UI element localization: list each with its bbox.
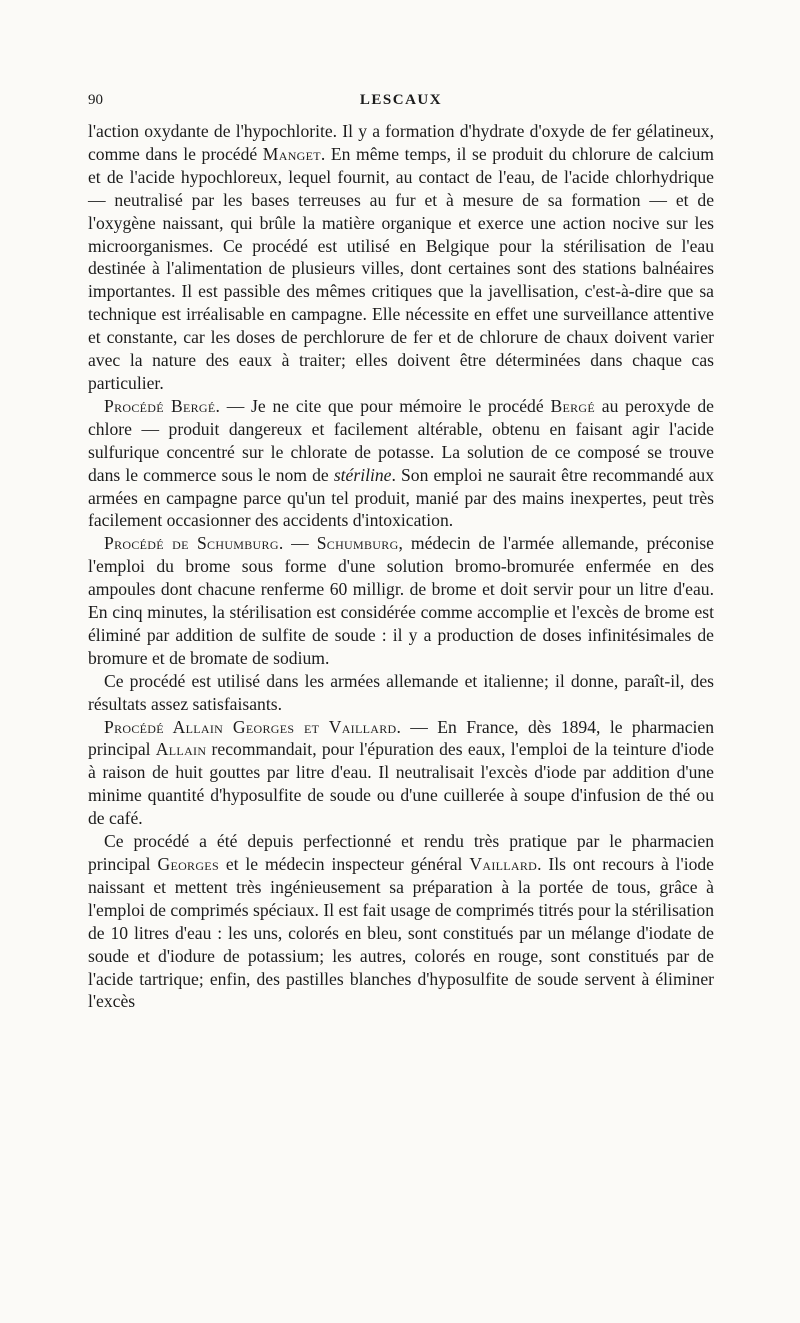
page-body (88, 120, 714, 1013)
proper-name: Manget (262, 143, 321, 164)
proper-name: Schumburg (316, 533, 399, 554)
running-title: LESCAUX (359, 92, 443, 108)
text-run: et le médecin inspecteur général (218, 854, 470, 874)
paragraph-schumburg-usage (88, 670, 714, 716)
text-run: Ce procédé est utilisé dans les armées allemande et italienne; il donne, paraît-il, des résultats assez satisfaisants. (88, 670, 714, 714)
proper-name: Vaillard (469, 854, 538, 874)
paragraph-procede-berge (88, 395, 714, 532)
text-run: . — (278, 533, 317, 554)
paragraph-procede-schumburg (88, 532, 714, 669)
proper-name: Georges (157, 854, 219, 874)
text-run: . En même temps, il se produit du chlorure de calcium et de l'acide hypochloreux, lequel fournit, au contact de l'eau, de l'acide chlorhydrique — neutralisé par les bases terreuses au fur et à mesure de sa formation — et de l'oxygène naissant, qui brûle la matière organique et exerce une action nocive sur les microorganismes. Ce procédé est utilisé en Belgique pour la stérilisation de l'eau destinée à l'alimentation de plusieurs villes, dont certaines sont des stations balnéaires importantes. Il est passible des mêmes critiques que la javellisation, c'est-à-dire que sa technique est irréalisable en campagne. Elle nécessite en effet une surveillance attentive et constante, car les doses de perchlorure de fer et de chlorure de chaux doivent varier avec la nature des eaux à traiter; elles doivent être déterminées dans chaque cas particulier. (88, 143, 714, 393)
text-run: , médecin de l'armée allemande, préconise l'emploi du brome sous forme d'une solution bromo-bromurée enfermée en des ampoules dont chacune renferme 60 milligr. de brome et doit servir pour un litre d'eau. En cinq minutes, la stérilisation est considérée comme accomplie et l'excès de brome est éliminé par addition de sulfite de soude : il y a production de doses infinitésimales de bromure et de bromate de sodium. (88, 533, 714, 668)
text-run: l'action oxydante de l'hypochlorite. Il y a formation d'hydrate d'oxyde de fer gélatineux, comme dans le procédé (88, 121, 714, 164)
proper-name: Procédé de Schumburg (104, 533, 279, 554)
text-run: . Son emploi ne saurait être recommandé aux armées en campagne parce qu'un tel produit, manié par des mains inexpertes, peut très facilement occasionner des accidents d'intoxication. (88, 464, 714, 531)
proper-name: Procédé Bergé (104, 395, 216, 416)
italic-term: stériline (333, 464, 392, 485)
text-run: au peroxyde de chlore — produit dangereux et facilement altérable, obtenu en faisant agir l'acide sulfurique concentré sur le chlorate de potasse. La solution de ce composé se trouve dans le commerce sous le nom de (88, 395, 714, 485)
text-run: . — Je ne cite que pour mémoire le procédé (215, 395, 551, 416)
text-run: . — En France, dès 1894, le pharmacien principal (88, 716, 714, 760)
text-run: Ce procédé a été depuis perfectionné et rendu très pratique par le pharmacien principal (88, 831, 714, 874)
paragraph-procede-allain-georges-vaillard (88, 716, 714, 831)
page-header (88, 92, 714, 114)
proper-name: Procédé Allain Georges et Vaillard (104, 716, 397, 737)
proper-name: Allain (155, 739, 207, 760)
paragraph-georges-vaillard-improvement (88, 830, 714, 1013)
proper-name: Bergé (550, 395, 596, 416)
text-run: . Ils ont recours à l'iode naissant et mettent très ingénieusement sa préparation à la portée de tous, grâce à l'emploi de comprimés spéciaux. Il est fait usage de comprimés titrés pour la stérilisation de 10 litres d'eau : les uns, colorés en bleu, sont constitués par un mélange d'iodate de soude et d'iodure de potassium; les autres, colorés en rouge, sont constitués par de l'acide tartrique; enfin, des pastilles blanches d'hyposulfite de soude servent à éliminer l'excès (88, 854, 714, 1012)
page-number: 90 (88, 92, 103, 108)
text-run: recommandait, pour l'épuration des eaux, l'emploi de la teinture d'iode à raison de huit gouttes par litre d'eau. Il neutralisait l'excès d'iode par addition d'une minime quantité d'hyposulfite de soude ou d'une cuillerée à soupe d'infusion de thé ou de café. (88, 739, 714, 829)
paragraph-continuation (88, 120, 714, 395)
